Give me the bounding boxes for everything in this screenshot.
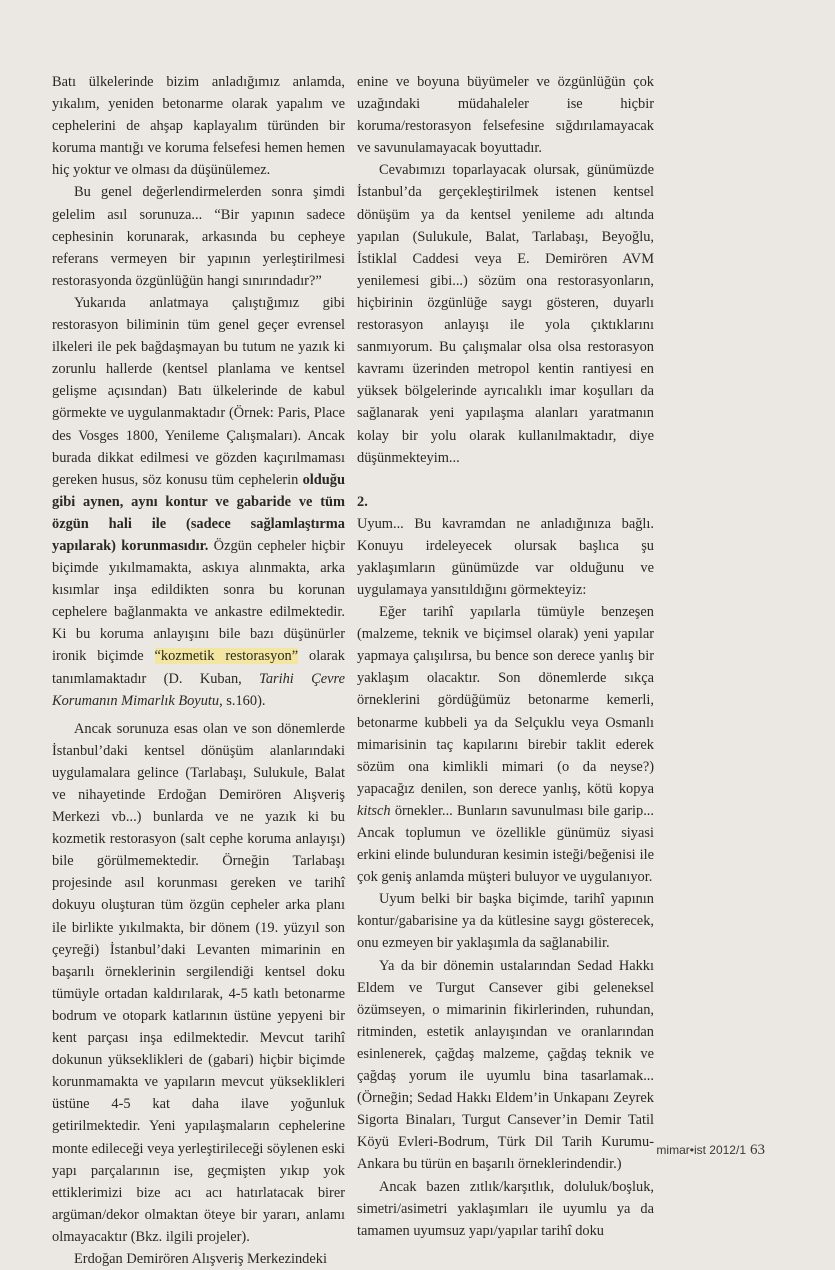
paragraph: Bu genel değerlendirmelerden sonra şimdi gelelim asıl sorunuza... “Bir yapının sadece cephesinin korunarak, arkasında bu cepheye referans vermeyen bir yapının yerleştirilmesi restorasyonda özgünlüğün hangi sınırındadır?” (52, 184, 345, 289)
paragraph: enine ve boyuna büyümeler ve özgünlüğün çok uzağındaki müdahaleler ise hiçbir koruma/restorasyon felsefesine sığdırılamayacak ve savunulamayacak boyuttadır. (357, 74, 654, 157)
section-heading: 2. (357, 493, 368, 510)
paragraph: Cevabımızı toparlayacak olursak, günümüzde İstanbul’da gerçekleştirilmek istenen kentsel dönüşüm ya da kentsel yenileme adı altında yapılan (Sulukule, Balat, Tarlabaşı, Beyoğlu, İstiklal Caddesi veya E. Demirören AVM yenilemesi gibi...) sözüm ona restorasyonların, hiçbirinin özgünlüğe saygı gösteren, duyarlı restorasyon anlayışı ile yola çıktıklarını sanmıyorum. Bu çalışmalar olsa olsa restorasyon kavramı üzerinden metropol kentin rantiyesi en yüksek bölgelerinde ayrıcalıklı imar koşulları da sağlanarak yeni yapılaşma alanları yaratmanın kolay bir yolu olarak kullanılmaktadır, diye düşünmekteyim... (357, 162, 654, 466)
bold-text: olduğu gibi aynen, aynı kontur ve gabaride ve tüm özgün hali ile (sadece sağlamlaştırma yapılarak) korunmasıdır. (52, 471, 345, 554)
paragraph: Ancak bazen zıtlık/karşıtlık, doluluk/boşluk, simetri/asimetri yaklaşımları ile uyumlu ya da tamamen uyumsuz yapı/yapılar tarihî doku (357, 1178, 654, 1239)
paragraph-text: Özgün cepheler hiçbir biçimde yıkılmamakta, askıya alınmakta, arka kısımlar inşa edildikten sonra bu korunan cephelere bağlanmakta ve ankastre edilmektedir. Ki bu koruma anlayışını bile bazı düşünürler ironik biçimde (52, 537, 345, 665)
paragraph-text: , s.160). (219, 692, 266, 709)
magazine-name: mimar (656, 1143, 690, 1157)
paragraph: Erdoğan Demirören Alışveriş Merkezindeki (74, 1250, 327, 1267)
page-footer (656, 1142, 765, 1159)
paragraph-text: Yukarıda anlatmaya çalıştığımız gibi restorasyon biliminin tüm genel geçer evrensel ilkeleri ile pek bağdaşmayan bu tutum ne yazık ki zorunlu hallerde (kentsel planlama ve kentsel gelişme açısından) Batı ülkelerinde de kabul görmekte ve uygulanmaktadır (Örnek: Paris, Place des Vosges 1800, Yenileme Çalışmaları). Ancak burada dikkat edilmesi ve gözden kaçırılmaması gereken husus, söz konusu tüm cephelerin (52, 294, 345, 488)
book-title: Tarihi Çevre Korumanın Mimarlık Boyutu (52, 670, 345, 709)
paragraph: Ancak sorunuza esas olan ve son dönemlerde İstanbul’daki kentsel dönüşüm alanlarındaki uygulamalara gelince (Tarlabaşı, Sulukule, Balat ve nihayetinde Erdoğan Demirören Alışveriş Merkezi vb...) bunlarda ve ne yazık ki bu kozmetik restorasyon (salt cephe koruma anlayışı) bile görülmemektedir. Örneğin Tarlabaşı projesinde asıl korunması gereken ve tarihî dokuyu oluşturan tüm özgün cepheler arka planı ile birlikte yıkılmakta, bir dönem (19. yüzyıl son çeyreği) İstanbul’daki Levanten mimarinin en başarılı örneklerinin sergilendiği kentsel doku tümüyle ortadan kaldırılarak, 4-5 katlı betonarme bodrum ve otopark katlarının üstüne yepyeni bir kent parçası inşa edilmektedir. Mevcut tarihî dokunun yükseklikleri de (gabari) hiçbir biçimde korunmamakta ve yapıların mevcut yükseklikleri üstüne 4-5 kat daha ilave yoğunluk getirilmektedir. Yeni yapılaşmaların cephelerine monte edileceği veya yerleştirileceği söylenen eski yapı parçalarının ise, geçmişten yıkıp yok ettiklerimizi bize acı acı hatırlatacak birer argüman/dekor olmaktan öteye bir yararı, anlamı olmayacaktır (Bkz. ilgili projeler). (52, 720, 345, 1245)
paragraph-text: örnekler... Bunların savunulması bile garip... Ancak toplumun ve özellikle günümüz siyasi erkini elinde bulunduran kesimin isteği/beğenisi ile çok geniş anlamda müşteri buluyor ve uygulanıyor. (357, 802, 654, 886)
left-column (52, 71, 345, 1270)
issue-label: ist 2012/1 (693, 1143, 746, 1157)
paragraph-text: Eğer tarihî yapılarla tümüyle benzeşen (malzeme, teknik ve biçimsel olarak) yeni yapılar yapmaya çalışılırsa, bu bence son derece yanlış bir yaklaşım olacaktır. Son dönemlerde sıkça örneklerini gördüğümüz betonarme kemerli, betonarme kubbeli ya da Selçuklu veya Osmanlı mimarisinin taç kapılarını birebir taklit ederek sözüm ona kimlikli mimari (o da neyse?) yapacağız denilen, son derece yanlış, kötü kopya (357, 604, 654, 797)
paragraph (52, 292, 345, 712)
highlighted-text: “kozmetik restorasyon” (154, 648, 299, 665)
paragraph: Uyum... Bu kavramdan ne anladığınıza bağlı. Konuyu irdeleyecek olursak başlıca şu yaklaşımların günümüzde var olduğunu ve uygulamaya yansıtıldığını görmekteyiz: (357, 515, 654, 598)
page-number: 63 (750, 1142, 765, 1158)
paragraph (357, 601, 654, 888)
right-column (357, 71, 654, 1242)
paragraph: Uyum belki bir başka biçimde, tarihî yapının kontur/gabarisine ya da kütlesine saygı gösterecek, onu ezmeyen bir yaklaşımla da sağlanabilir. (357, 891, 654, 952)
bullet-separator: • (689, 1143, 694, 1157)
paragraph: Ya da bir dönemin ustalarından Sedad Hakkı Eldem ve Turgut Cansever gibi geleneksel özümseyen, o mimarinin fikirlerinden, ruhundan, ritminden, estetik anlayışından ve oranlarından esinlenerek, çağdaş malzeme, çağdaş teknik ve çağdaş yorum ile uyumlu bina tasarlamak... (Örneğin; Sedad Hakkı Eldem’in Unkapanı Zeyrek Sigorta Binaları, Turgut Cansever’in Demir Tatil Köyü Evleri-Bodrum, Türk Dil Tarih Kurumu-Ankara bu türün en başarılı örneklerindendir.) (357, 957, 654, 1173)
paragraph: Batı ülkelerinde bizim anladığımız anlamda, yıkalım, yeniden betonarme olarak yapalım ve cephelerini de ahşap kaplayalım türünden bir koruma mantığı ve koruma felsefesi hemen hemen hiç yoktur ve olması da düşünülemez. (52, 74, 345, 179)
italic-term: kitsch (357, 802, 391, 819)
paragraph-text: olarak tanımlamaktadır (D. Kuban, (52, 648, 345, 687)
